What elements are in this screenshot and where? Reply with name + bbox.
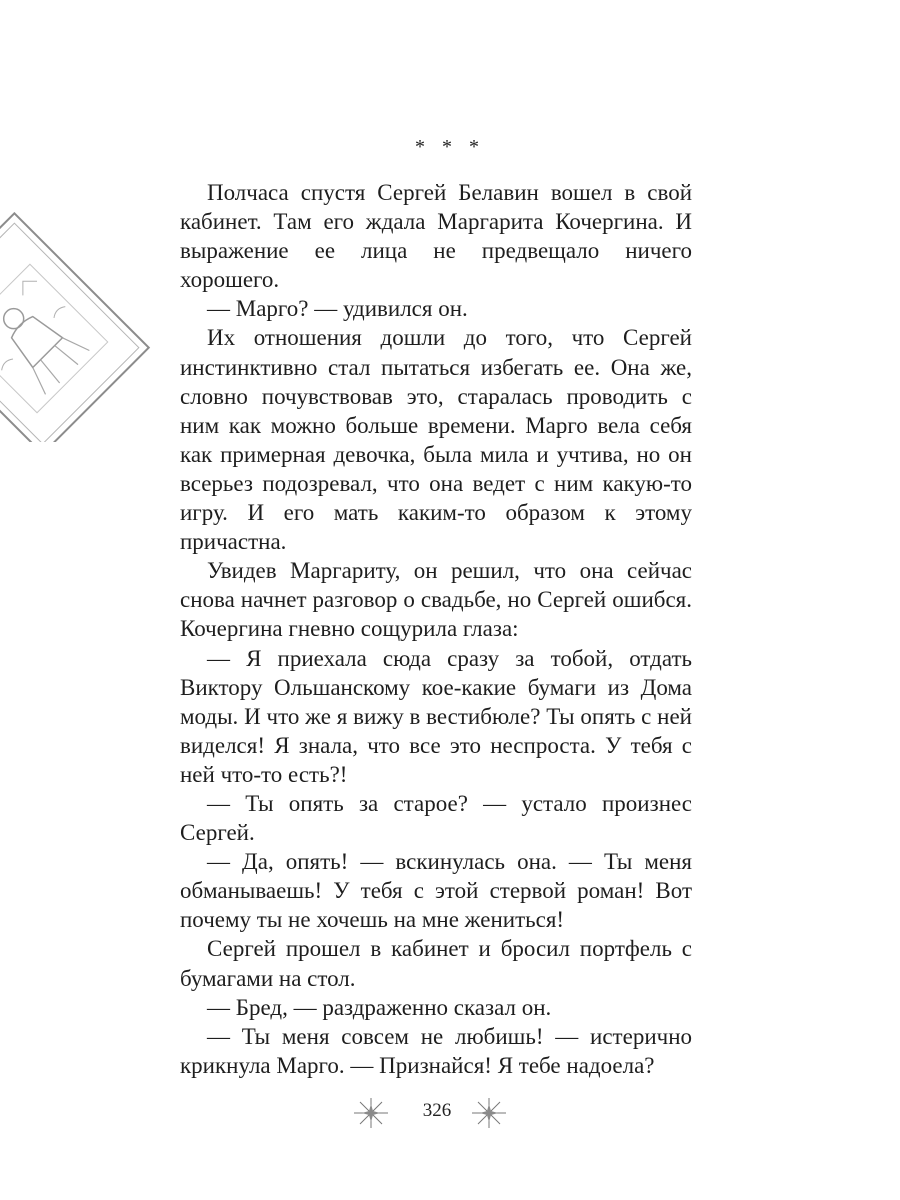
page-footer xyxy=(0,1096,900,1132)
paragraph: — Ты опять за старое? — устало произнес Сергей. xyxy=(180,790,692,846)
compass-star-icon xyxy=(470,1096,508,1130)
paragraph: — Марго? — удивился он. xyxy=(207,296,468,322)
paragraph: Их отношения дошли до того, что Сергей инстинктивно стал пытаться избегать ее. Она же, словно почувствовав это, старалась проводить с ним как можно больше времени. Марго вела себя как примерная девочка, была мила и учтива, но он всерьез подозревал, что она ведет с ним какую-то игру. И его мать каким-то образом к этому причастна. xyxy=(180,325,692,555)
paragraph: — Да, опять! — вскинулась она. — Ты меня обманываешь! У тебя с этой стервой роман! Вот почему ты не хочешь на мне жениться! xyxy=(180,849,692,933)
section-separator: * * * xyxy=(415,136,485,158)
body-text xyxy=(180,178,692,1080)
paragraph: Сергей прошел в кабинет и бросил портфель с бумагами на стол. xyxy=(180,936,692,991)
paragraph: — Я приехала сюда сразу за тобой, отдать Виктору Ольшанскому кое-какие бумаги из Дома моды. И что же я вижу в вестибюле? Ты опять с ней виделся! Я знала, что все это неспроста. У тебя с ней что-то есть?! xyxy=(180,645,692,787)
compass-star-icon xyxy=(352,1096,390,1130)
page-number: 326 xyxy=(422,1100,452,1121)
paragraph: Увидев Маргариту, он решил, что она сейчас снова начнет разговор о свадьбе, но Сергей ошибся. Кочергина гневно сощурила глаза: xyxy=(180,558,692,642)
tarot-card-illustration xyxy=(0,212,170,442)
paragraph: — Бред, — раздраженно сказал он. xyxy=(207,994,552,1020)
paragraph: — Ты меня совсем не любишь! — истерично крикнула Марго. — Признайся! Я тебе надоела? xyxy=(180,1023,692,1078)
paragraph: Полчаса спустя Сергей Белавин вошел в свой кабинет. Там его ждала Маргарита Кочергина. И выражение ее лица не предвещало ничего хорошего. xyxy=(180,180,692,293)
